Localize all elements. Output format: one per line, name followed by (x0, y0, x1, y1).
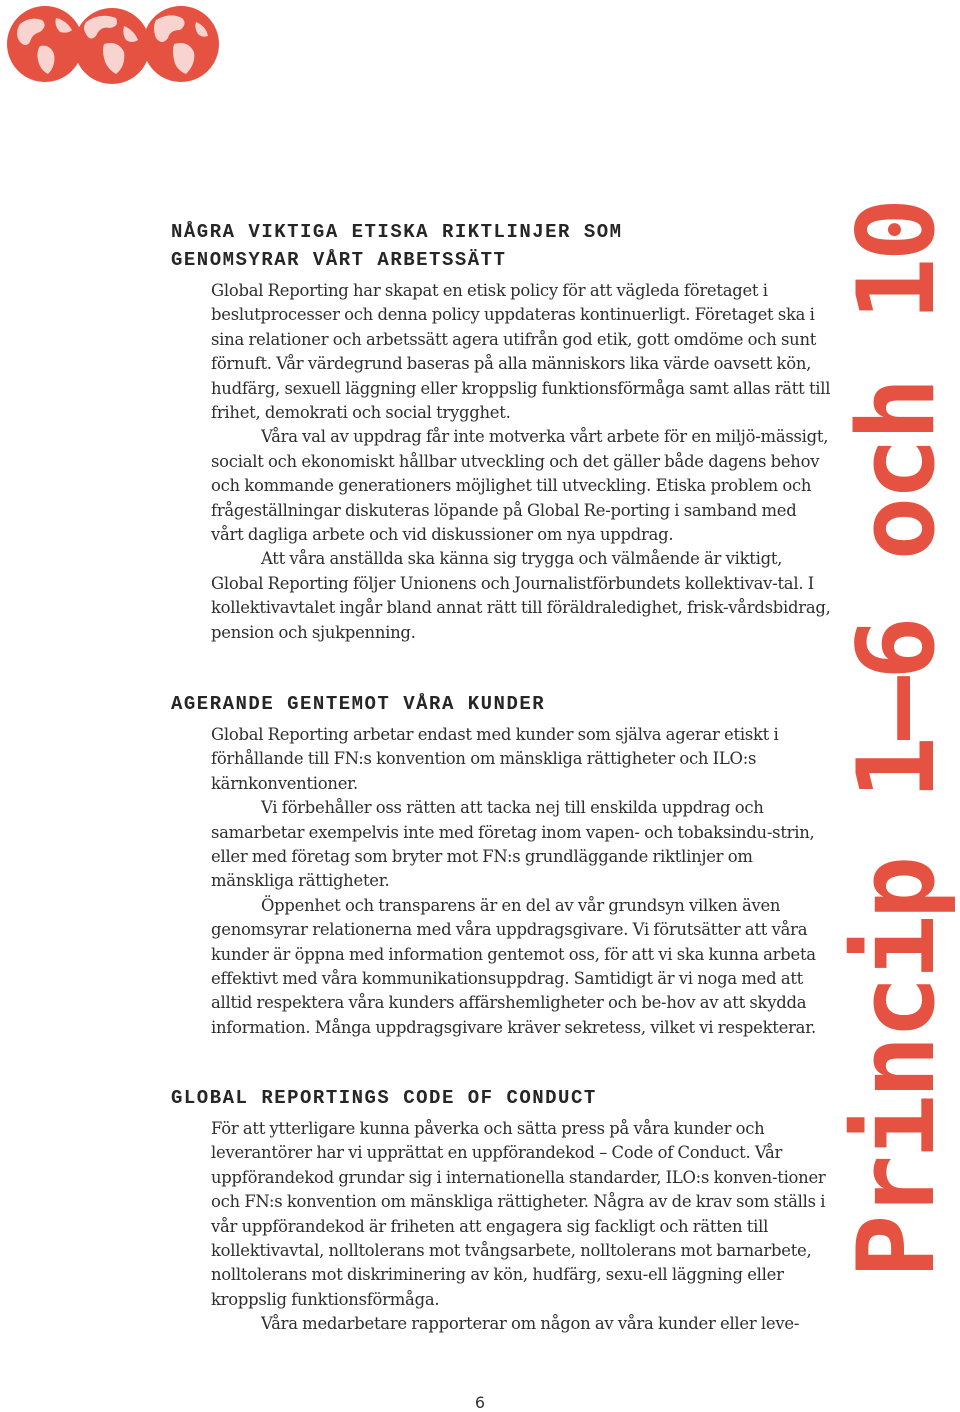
page-number: 6 (474, 1393, 486, 1412)
heading-line-1: NÅGRA VIKTIGA ETISKA RIKTLINJER SOM (171, 221, 623, 243)
paragraph: Våra val av uppdrag får inte motverka vårt arbete för en miljö-mässigt, socialt och ekonomiskt hållbar utveckling och det gäller både dagens behov och kommande generationers möjlighet till utveckling. Etiska problem och frågeställningar diskuteras löpande på Global Re-porting i samband med vårt dagliga arbete och vid diskussioner om nya uppdrag. (211, 427, 829, 545)
three-globes-logo-icon (6, 4, 220, 86)
section-customer-conduct (171, 690, 831, 1040)
paragraph: Global Reporting har skapat en etisk policy för att vägleda företaget i beslutprocesser och denna policy uppdateras kontinuerligt. Företaget ska i sina relationer och arbetssätt agera utifrån god etik, gott omdöme och sunt förnuft. Vår värdegrund baseras på alla människors lika värde oavsett kön, hudfärg, sexuell läggning eller kroppslig funktionsförmåga samt allas rätt till frihet, demokrati och social trygghet. (211, 281, 831, 423)
paragraph: Vi förbehåller oss rätten att tacka nej till enskilda uppdrag och samarbetar exempelvis inte med företag inom vapen- och tobaksindu-strin, eller med företag som bryter mot FN:s grundläggande riktlinjer om mänskliga rättigheter. (211, 798, 815, 891)
paragraph: Att våra anställda ska känna sig trygga och välmående är viktigt, Global Reporting följer Unionens och Journalistförbundets kollektivav-tal. I kollektivavtalet ingår bland annat rätt till föräldraledighet, frisk-vårdsbidrag, pension och sjukpenning. (211, 549, 831, 642)
heading-line-2: GENOMSYRAR VÅRT ARBETSSÄTT (171, 249, 507, 271)
paragraph: Våra medarbetare rapporterar om någon av våra kunder eller leve- (261, 1314, 800, 1334)
paragraph: Öppenhet och transparens är en del av vår grundsyn vilken även genomsyrar relationerna med våra uppdragsgivare. Vi förutsätter att våra kunder är öppna med information gentemot oss, för att vi ska kunna arbeta effektivt med våra kommunikationsuppdrag. Samtidigt är vi noga med att alltid respektera våra kunders affärshemligheter och be-hov av att skydda information. Många uppdragsgivare kräver sekretess, vilket vi respekterar. (211, 895, 816, 1037)
section-ethical-guidelines (171, 218, 831, 645)
paragraph: För att ytterligare kunna påverka och sätta press på våra kunder och leverantörer har vi upprättat en uppförandekod – Code of Conduct. Vår uppförandekod grundar sig i internationella standarder, ILO:s konven-tioner och FN:s konvention om mänskliga rättigheter. Några av de krav som ställs i vår uppförandekod är friheten att engagera sig fackligt och rätten till kollektivavtal, nolltolerans mot tvångsarbete, nolltolerans mot barnarbete, nolltolerans mot diskriminering av kön, hudfärg, sexu-ell läggning eller kroppslig funktionsförmåga. (211, 1119, 826, 1309)
section-code-of-conduct (171, 1084, 831, 1337)
section-heading (171, 218, 831, 274)
side-title: Princip 1–6 och 10 (835, 201, 958, 1279)
section-heading: AGERANDE GENTEMOT VÅRA KUNDER (171, 693, 546, 715)
section-heading: GLOBAL REPORTINGS CODE OF CONDUCT (171, 1087, 597, 1109)
paragraph: Global Reporting arbetar endast med kunder som själva agerar etiskt i förhållande till FN:s konvention om mänskliga rättigheter och ILO:s kärnkonventioner. (211, 725, 779, 793)
